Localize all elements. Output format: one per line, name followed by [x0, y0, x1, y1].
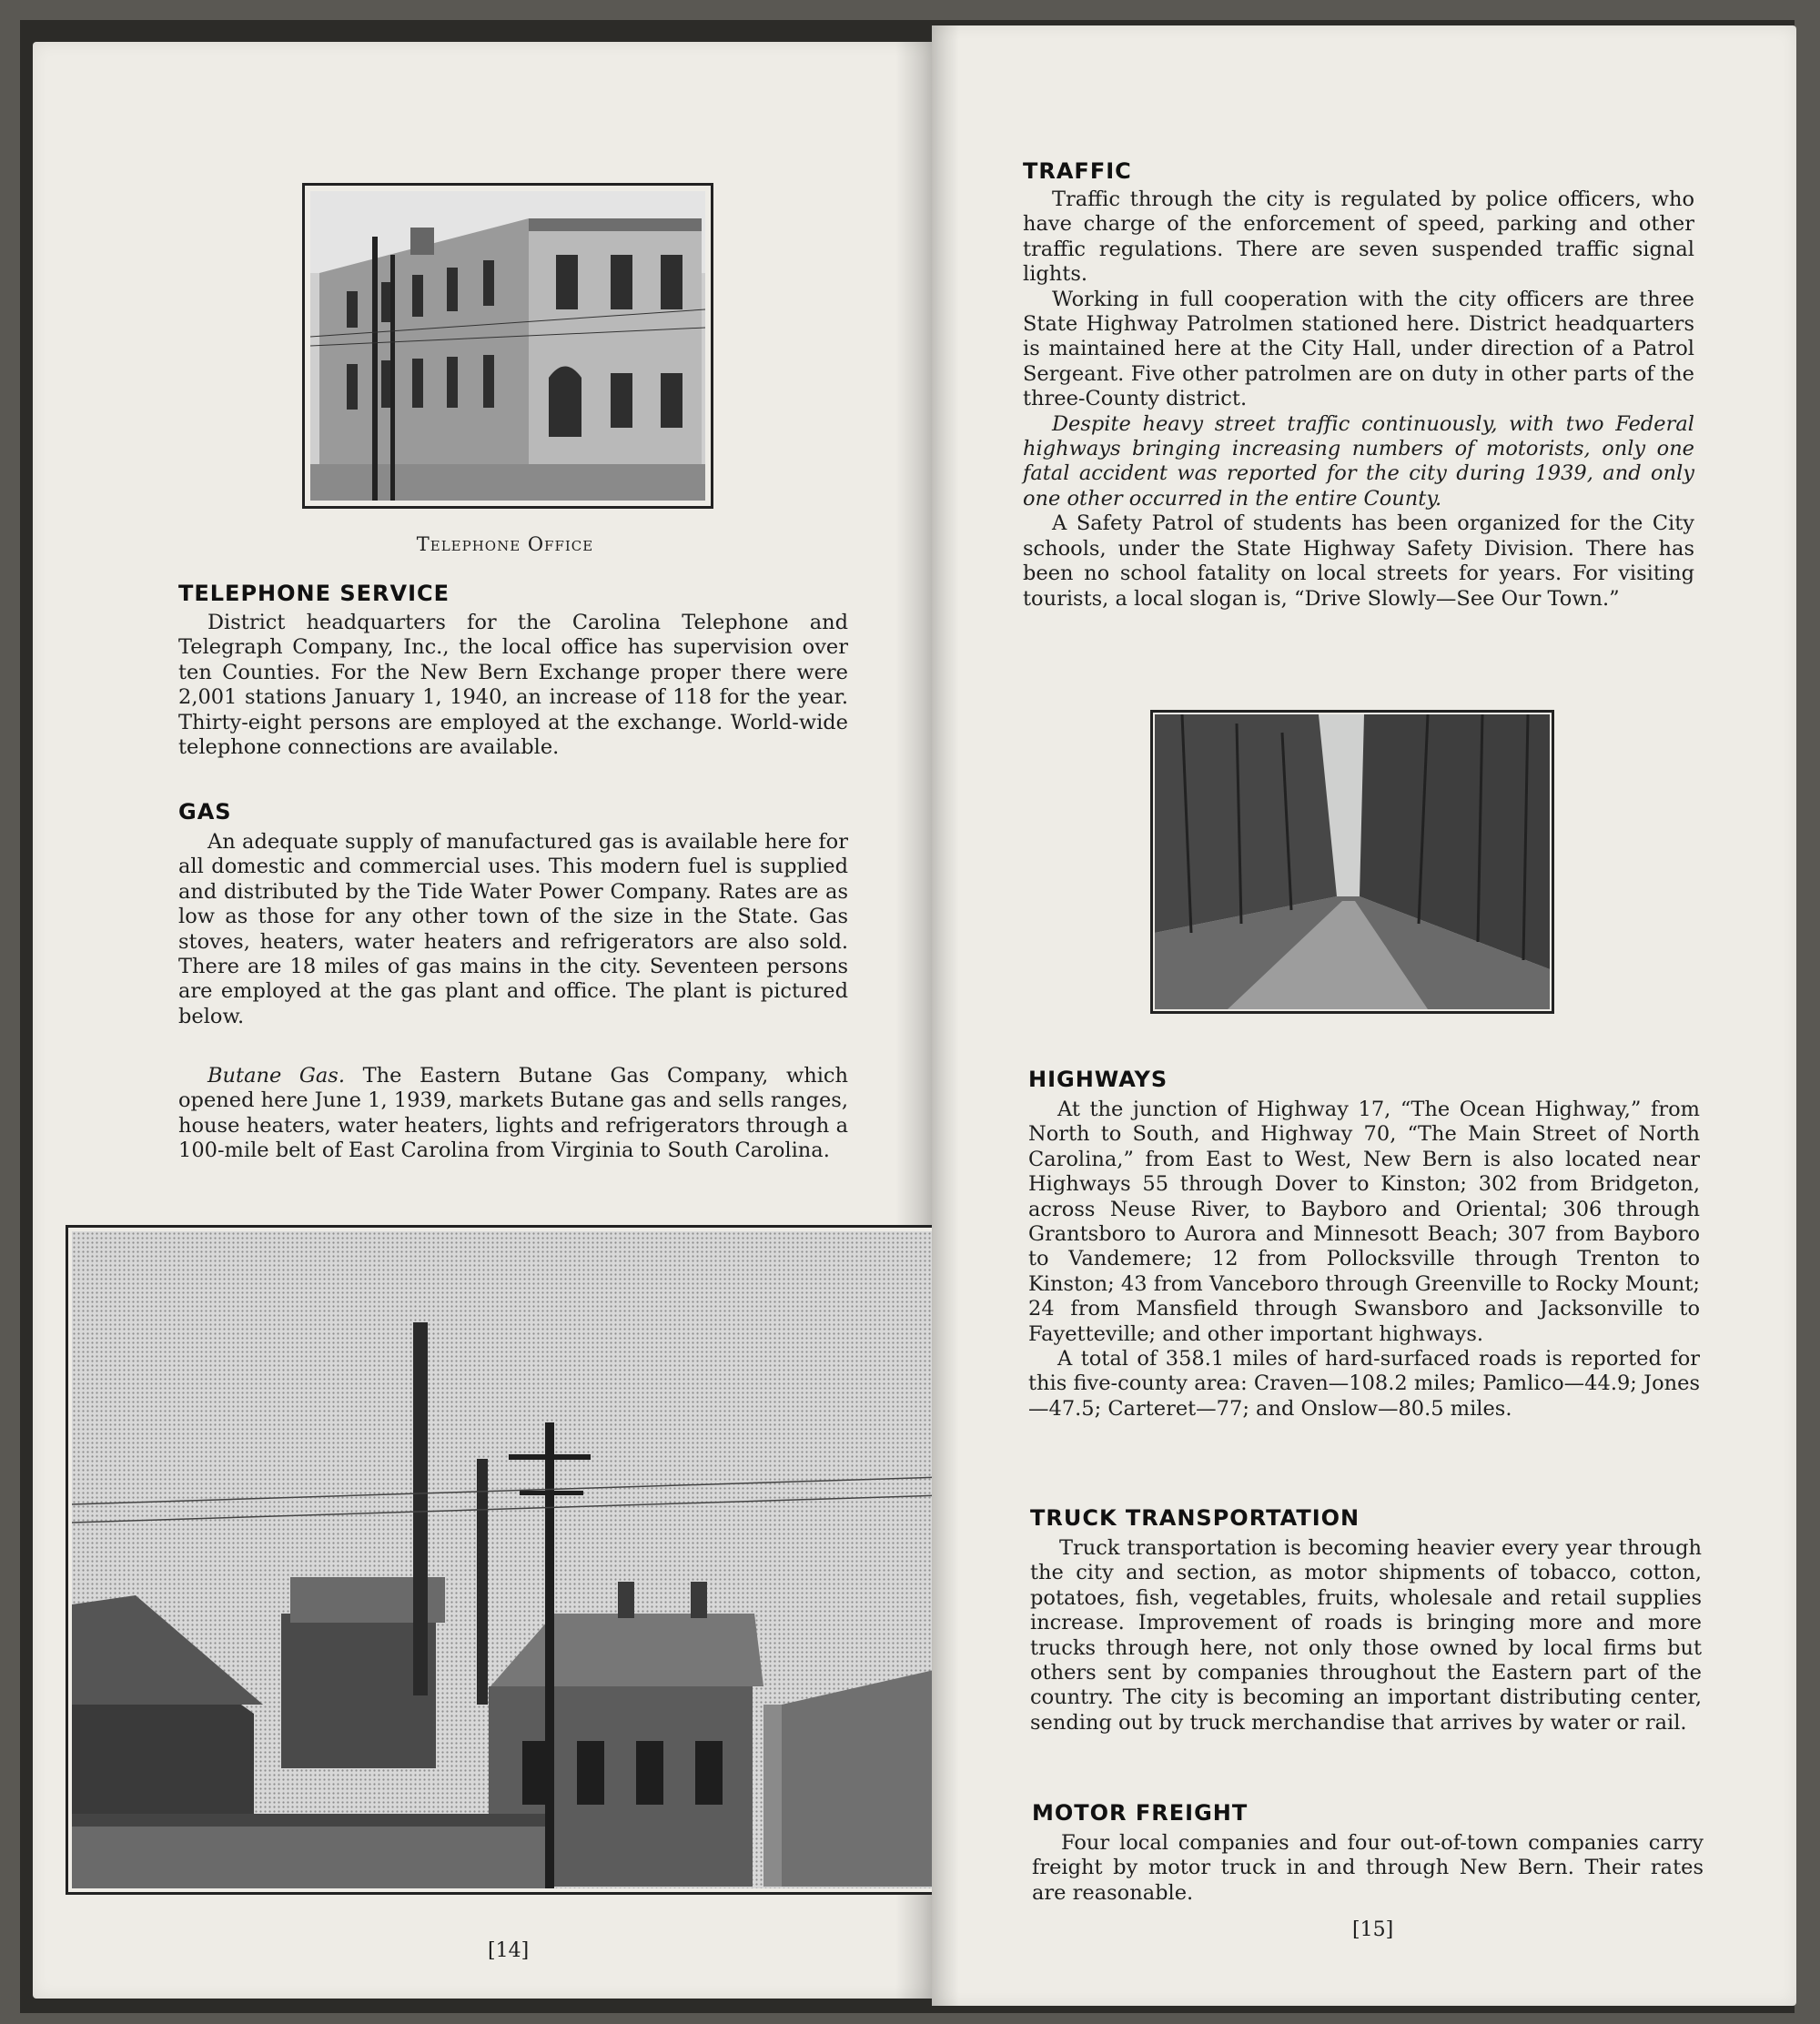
telephone-office-photo [302, 183, 713, 509]
gas-plant-photo [66, 1225, 932, 1895]
traffic-text: Traffic through the city is regulated by police officers, who have charge of the enforcement of speed, parking and other traffic regulations. There are seven suspended traffic signal lights. Working in full cooperation with the city officers are three State Highway Patrolmen stationed here. District headquarters is maintained here at the City Hall, under direction of a Patrol Sergeant. Five other patrolmen are on duty in other parts of the three-County district. Despite heavy street traffic continuously, with two Federal highways bringing increasing numbers of motorists, only one fatal accident was reported for the city during 1939, and only one other occurred in the entire County. A Safety Patrol of students has been organized for the City schools, under the State Highway Safety Division. There has been no school fatality on local streets for years. For visiting tourists, a local slogan is, “Drive Slowly—See Our Town.” [1023, 187, 1694, 611]
page-number-14: [14] [488, 1939, 530, 1962]
left-page [33, 42, 932, 1999]
gas-heading: GAS [178, 799, 232, 825]
gas-plant-image [72, 1231, 932, 1888]
page-number-15: [15] [1352, 1918, 1394, 1941]
motor-freight-heading: MOTOR FREIGHT [1032, 1800, 1249, 1826]
butane-gas-label: Butane Gas. [207, 1064, 345, 1088]
highways-text: At the junction of Highway 17, “The Ocean Highway,” from North to South, and Highway 70, “The Main Street of North Carolina,” from East to West, New Bern is also located near Highways 55 through Dover to Kinston; 302 from Bridgeton, across Neuse River, to Bayboro and Oriental; 306 through Grantsboro to Aurora and Minnesott Beach; 307 from Bayboro to Vandemere; 12 from Pollocksville through Trenton to Kinston; 43 from Vanceboro through Greenville to Rocky Mount; 24 from Mansfield through Swansboro and Jacksonville to Fayetteville; and other important highways. A total of 358.1 miles of hard-surfaced roads is reported for this five-county area: Craven—108.2 miles; Pamlico—44.9; Jones—47.5; Carteret—77; and Onslow—80.5 miles. [1028, 1098, 1700, 1421]
telephone-service-heading: TELEPHONE SERVICE [178, 581, 450, 606]
photo-caption: Telephone Office [416, 533, 594, 555]
gas-text: An adequate supply of manufactured gas is available here for all domestic and commercial uses. This modern fuel is supplied and distributed by the Tide Water Power Company. Rates are as low as those for any other town of the size in the State. Gas stoves, heaters, water heaters and refrigerators are also sold. There are 18 miles of gas mains in the city. Seventeen persons are employed at the gas plant and office. The plant is pictured below. [178, 830, 848, 1028]
traffic-heading: TRAFFIC [1023, 158, 1132, 184]
road-photo [1150, 710, 1554, 1014]
highways-heading: HIGHWAYS [1028, 1067, 1168, 1092]
open-booklet [20, 20, 1795, 2013]
truck-transportation-heading: TRUCK TRANSPORTATION [1030, 1505, 1360, 1531]
butane-gas-text: Butane Gas. The Eastern Butane Gas Company, which opened here June 1, 1939, markets Butane gas and sells ranges, house heaters, water heaters, lights and refrigerators through a 100-mile belt of East Carolina from Virginia to South Carolina. [178, 1064, 848, 1163]
telephone-office-image [310, 191, 705, 501]
right-page [932, 25, 1796, 2006]
telephone-service-text: District headquarters for the Carolina Telephone and Telegraph Company, Inc., the local office has supervision over ten Counties. For the New Bern Exchange proper there were 2,001 stations January 1, 1940, an increase of 118 for the year. Thirty-eight persons are employed at the exchange. World-wide telephone connections are available. [178, 611, 848, 760]
truck-transportation-text: Truck transportation is becoming heavier every year through the city and section, as motor shipments of tobacco, cotton, potatoes, fish, vegetables, fruits, wholesale and retail supplies increase. Improvement of roads is bringing more and more trucks through here, not only those owned by local firms but others sent by companies throughout the Eastern part of the country. The city is becoming an important distributing center, sending out by truck merchandise that arrives by water or rail. [1030, 1536, 1702, 1735]
road-image [1155, 714, 1550, 1009]
motor-freight-text: Four local companies and four out-of-town companies carry freight by motor truck in and through New Bern. Their rates are reasonable. [1032, 1831, 1704, 1905]
